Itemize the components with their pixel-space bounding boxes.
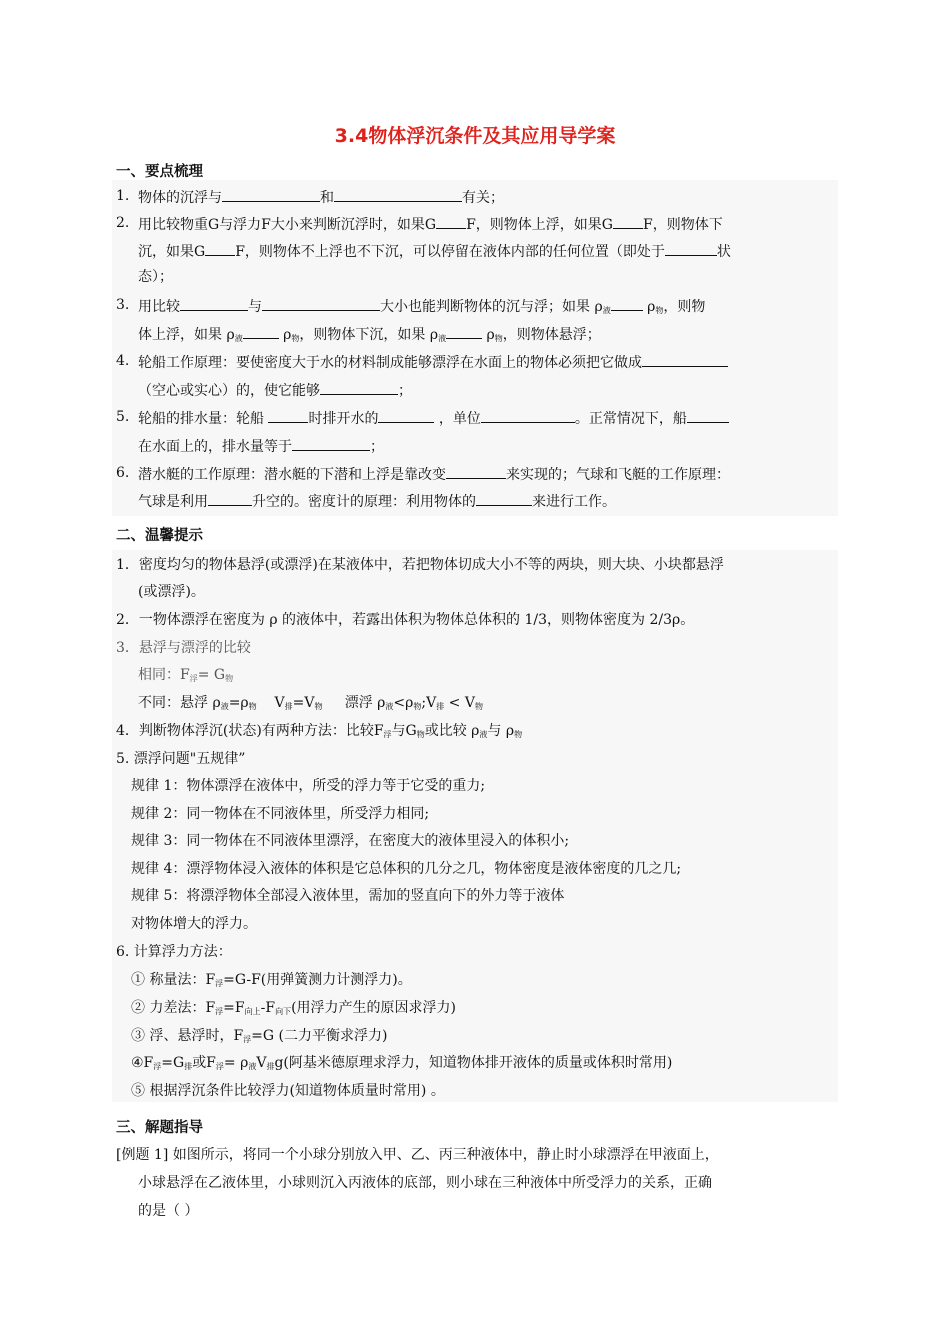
- subscript: 液: [385, 702, 394, 711]
- subscript: 物: [474, 702, 483, 711]
- subscript: 物: [655, 306, 664, 315]
- item-3-line-2: 体上浮，如果 $\rho_液$ $\rho_物$，则物体下沉，如果 $\rho_液$ $\rho_物$，则物体悬浮；: [138, 324, 601, 348]
- rule-3: 规律 3：同一物体在不同液体里漂浮，在密度大的液体里浸入的体积小;: [131, 833, 570, 849]
- section-heading-1: 一、要点梳理: [116, 164, 203, 180]
- item-2-line-2: [138, 241, 731, 261]
- text: V: [274, 695, 285, 711]
- text: ① 称量法：F: [131, 972, 216, 988]
- text: 轮船的排水量：轮船: [138, 411, 269, 427]
- subscript: 液: [234, 334, 243, 343]
- subscript: 浮: [215, 1007, 224, 1016]
- subscript: 液: [438, 334, 447, 343]
- text: 体上浮，如果 ρ: [138, 327, 235, 343]
- text: 用比较: [138, 299, 180, 315]
- example-1-line-1: [例题 1] 如图所示，将同一个小球分别放入甲、乙、丙三种液体中，静止时小球漂浮在甲液面上，: [116, 1147, 719, 1163]
- subscript: 液: [248, 1062, 257, 1071]
- blank: [436, 214, 466, 229]
- text: 沉，如果G: [138, 244, 206, 260]
- rule-2: 规律 2：同一物体在不同液体里，所受浮力相同;: [131, 806, 430, 822]
- subscript: 排: [436, 702, 445, 711]
- blank: [613, 214, 643, 229]
- subscript: 浮: [243, 1035, 252, 1044]
- text: 气球是利用: [138, 494, 208, 510]
- text: ;V: [421, 695, 437, 711]
- method-2: [131, 999, 456, 1021]
- subscript: 物: [248, 702, 257, 711]
- text: ；: [398, 383, 412, 399]
- subscript: 排: [184, 1062, 193, 1071]
- blank: [180, 296, 248, 311]
- text: 在水面上的，排水量等于: [138, 439, 292, 455]
- subscript: 向上: [244, 1007, 261, 1016]
- text: ④F: [131, 1055, 154, 1071]
- text: 与: [248, 299, 262, 315]
- blank: [687, 408, 729, 423]
- tip-1-line-1: 1．密度均匀的物体悬浮(或漂浮)在某液体中，若把物体切成大小不等的两块，则大块、小块都悬浮: [116, 557, 724, 573]
- tip-1-line-2: (或漂浮)。: [138, 584, 205, 600]
- subscript: 浮: [153, 1062, 162, 1071]
- text: 有关；: [462, 190, 504, 206]
- text: 升空的。密度计的原理：利用物体的: [252, 494, 476, 510]
- subscript: 物: [291, 334, 300, 343]
- text: ，则物: [663, 299, 706, 315]
- text: 相同：F: [138, 667, 190, 683]
- text: 来进行工作。: [532, 494, 616, 510]
- blank: [292, 436, 370, 451]
- item-number: 3.: [116, 297, 130, 313]
- blank: [222, 187, 320, 202]
- tip-2: 2．一物体漂浮在密度为 ρ 的液体中，若露出体积为物体总体积的 1/3，则物体密度为 2/3ρ。: [116, 612, 695, 628]
- text: 时排开水的: [308, 411, 379, 427]
- text: g(阿基米德原理求浮力，知道物体排开液体的质量或体积时常用): [274, 1055, 673, 1071]
- text: 状: [716, 244, 731, 260]
- text: ③ 浮、悬浮时，F: [131, 1028, 244, 1044]
- method-1: [131, 971, 412, 993]
- item-4-line-2: [138, 380, 412, 400]
- item-1: [138, 187, 504, 207]
- blank: [476, 491, 532, 506]
- item-5-line-1: [138, 408, 729, 428]
- example-1-line-3: 的是（ ）: [138, 1203, 199, 1219]
- blank: [665, 241, 717, 256]
- subscript: 浮: [383, 730, 392, 739]
- tip-3: 3．悬浮与漂浮的比较: [116, 640, 251, 656]
- text: 和: [320, 190, 334, 206]
- subscript: 浮: [215, 979, 224, 988]
- subscript: 物: [514, 730, 523, 739]
- item-6-line-2: [138, 491, 616, 511]
- item-number: 5.: [116, 409, 130, 425]
- text: =G: [161, 1055, 185, 1071]
- item-3-line-1: 用比较 与 大小也能判断物体的沉与浮；如果 $\rho_液$ $\rho_物$，则物: [138, 296, 705, 320]
- method-4: [131, 1054, 672, 1076]
- page-title: 3.4物体浮沉条件及其应用导学案: [334, 125, 616, 147]
- text: =F: [223, 1000, 245, 1016]
- text: 大小也能判断物体的沉与浮；如果 ρ: [380, 299, 603, 315]
- text: 用比较物重G与浮力F大小来判断沉浮时，如果G: [138, 217, 437, 233]
- blank: [243, 324, 279, 339]
- text: -F: [260, 1000, 276, 1016]
- text: （空心或实心）的，使它能够: [138, 383, 320, 399]
- subscript: 浮: [215, 1062, 224, 1071]
- tip-6: 6. 计算浮力方法：: [116, 944, 232, 960]
- text: 物体的沉浮与: [138, 190, 222, 206]
- text: <ρ: [393, 695, 414, 711]
- method-5: ⑤ 根据浮沉条件比较浮力(知道物体质量时常用) 。: [131, 1083, 445, 1099]
- subscript: 物: [416, 730, 425, 739]
- text: ② 力差法：F: [131, 1000, 216, 1016]
- text: ，则物体悬浮；: [502, 327, 601, 343]
- blank: [208, 491, 252, 506]
- text: 与G: [391, 723, 417, 739]
- subscript: 物: [494, 334, 503, 343]
- blank: [378, 408, 434, 423]
- section-heading-3: 三、解题指导: [116, 1120, 203, 1136]
- blank: [446, 324, 482, 339]
- item-number: 6.: [116, 465, 130, 481]
- rule-5-line-2: 对物体增大的浮力。: [131, 916, 257, 932]
- method-3: [131, 1027, 387, 1049]
- tip-3-different: [138, 694, 483, 716]
- blank: [481, 408, 575, 423]
- rule-5-line-1: 规律 5：将漂浮物体全部浸入液体里，需加的竖直向下的外力等于液体: [131, 888, 565, 904]
- blank: [446, 464, 506, 479]
- text: 不同：悬浮 ρ: [138, 695, 221, 711]
- subscript: 液: [602, 306, 611, 315]
- text: 来实现的；气球和飞艇的工作原理：: [506, 467, 730, 483]
- item-5-line-2: [138, 436, 384, 456]
- item-number: 4.: [116, 353, 130, 369]
- text: < V: [444, 695, 475, 711]
- blank: [205, 241, 235, 256]
- blank: [262, 296, 380, 311]
- item-4-line-1: [138, 352, 728, 372]
- text: 潜水艇的工作原理：潜水艇的下潜和上浮是靠改变: [138, 467, 446, 483]
- text: 与 ρ: [487, 723, 515, 739]
- subscript: 液: [220, 702, 229, 711]
- text: =V: [292, 695, 315, 711]
- tip-4: [116, 722, 522, 744]
- example-1-line-2: 小球悬浮在乙液体里，小球则沉入丙液体的底部，则小球在三种液体中所受浮力的关系，正确: [138, 1175, 712, 1191]
- text: ，则物体下沉，如果 ρ: [299, 327, 439, 343]
- text: 或比较 ρ: [424, 723, 480, 739]
- text: ；: [370, 439, 384, 455]
- subscript: 物: [314, 702, 323, 711]
- text: =G-F(用弹簧测力计测浮力)。: [223, 972, 412, 988]
- text: =ρ: [228, 695, 249, 711]
- item-number: 2.: [116, 215, 130, 231]
- text: F，则物体上浮，如果G: [466, 217, 613, 233]
- blank: [334, 187, 462, 202]
- tip-3-same: [138, 666, 233, 688]
- item-2-line-1: [138, 214, 723, 234]
- text: 轮船工作原理：要使密度大于水的材料制成能够漂浮在水面上的物体必须把它做成: [138, 355, 642, 371]
- text: F，则物体不上浮也不下沉，可以停留在液体内部的任何位置（即处于: [235, 244, 665, 260]
- rule-4: 规律 4：漂浮物体浸入液体的体积是它总体积的几分之几，物体密度是液体密度的几之几;: [131, 861, 682, 877]
- blank: [611, 296, 643, 311]
- subscript: 物: [413, 702, 422, 711]
- text: = G: [197, 667, 226, 683]
- text: 4．判断物体浮沉(状态)有两种方法：比较F: [116, 723, 384, 739]
- text: (用浮力产生的原因求浮力): [291, 1000, 457, 1016]
- text: = ρ: [223, 1055, 249, 1071]
- subscript: 向下: [275, 1007, 292, 1016]
- blank: [268, 408, 308, 423]
- text: F，则物体下: [643, 217, 723, 233]
- text: 漂浮 ρ: [344, 695, 386, 711]
- section-heading-2: 二、温馨提示: [116, 528, 203, 544]
- tip-5: 5. 漂浮问题"五规律”: [116, 751, 246, 767]
- item-6-line-1: [138, 464, 730, 484]
- text: =G (二力平衡求浮力): [251, 1028, 388, 1044]
- subscript: 浮: [189, 674, 198, 683]
- item-2-line-3: 态）；: [138, 269, 173, 285]
- item-number: 1.: [116, 188, 130, 204]
- text: 或F: [192, 1055, 216, 1071]
- subscript: 液: [479, 730, 488, 739]
- text: ，单位: [434, 411, 481, 427]
- blank: [320, 380, 398, 395]
- text: 。正常情况下，船: [574, 411, 687, 427]
- rule-1: 规律 1：物体漂浮在液体中，所受的浮力等于它受的重力;: [131, 778, 486, 794]
- subscript: 物: [225, 674, 234, 683]
- text: V: [256, 1055, 267, 1071]
- subscript: 排: [266, 1062, 275, 1071]
- subscript: 排: [284, 702, 293, 711]
- blank: [642, 352, 728, 367]
